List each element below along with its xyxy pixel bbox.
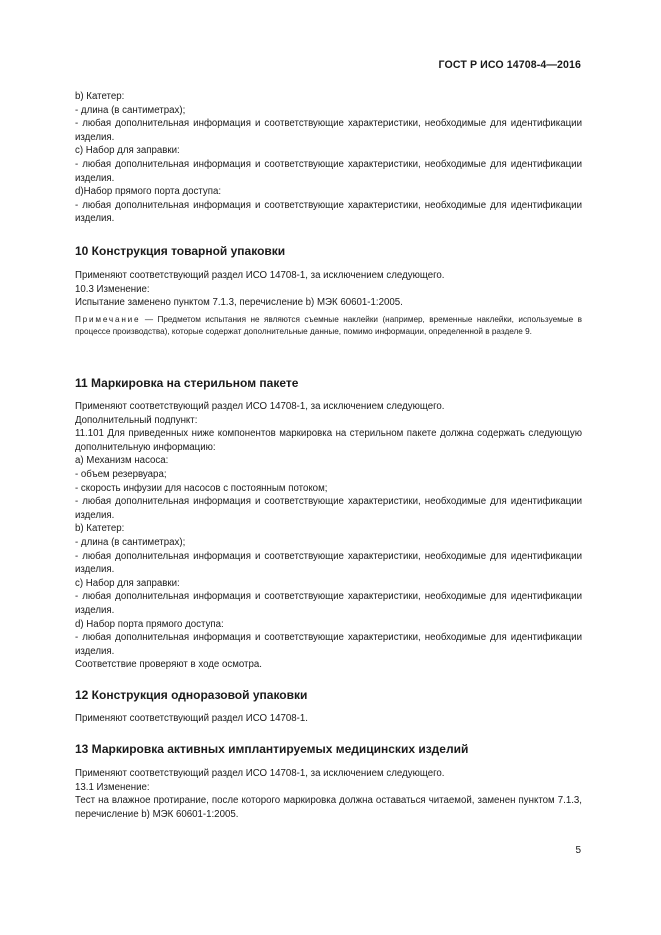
paragraph: Применяют соответствующий раздел ИСО 14708-1, за исключением следующего.	[75, 401, 445, 412]
paragraph: 10.3 Изменение:	[75, 283, 150, 295]
paragraph: 13.1 Изменение:	[75, 781, 150, 793]
section-13	[75, 741, 582, 821]
paragraph: Тест на влажное протирание, после которого маркировка должна оставаться читаемой, заменен пунктом 7.1.3, перечисление b) МЭК 60601-1:2005.	[75, 795, 582, 820]
section-heading: 11 Маркировка на стерильном пакете	[75, 376, 299, 390]
list-item: a) Механизм насоса:	[75, 455, 169, 467]
paragraph: Применяют соответствующий раздел ИСО 14708-1, за исключением следующего.	[75, 270, 445, 281]
list-item: - длина (в сантиметрах);	[75, 104, 186, 116]
list-item: - любая дополнительная информация и соответствующие характеристики, необходимые для идентификации изделия.	[75, 199, 582, 225]
section-11	[75, 375, 582, 672]
list-item: c) Набор для заправки:	[75, 145, 180, 157]
note-text: — Предметом испытания не являются съемные наклейки (например, временные наклейки, используемые в процессе производства), которые содержат дополнительные данные, помимо информации, определенной в разделе 9.	[75, 314, 582, 337]
list-item: b) Катетер:	[75, 523, 125, 535]
list-item: - любая дополнительная информация и соответствующие характеристики, необходимые для идентификации изделия.	[75, 591, 582, 616]
list-item: b) Катетер:	[75, 91, 125, 102]
note-label: Примечание	[75, 314, 141, 324]
section-heading: 13 Маркировка активных имплантируемых медицинских изделий	[75, 742, 469, 756]
note	[75, 314, 582, 339]
list-item: - длина (в сантиметрах);	[75, 536, 186, 548]
list-item: d) Набор порта прямого доступа:	[75, 618, 224, 630]
list-item: - любая дополнительная информация и соответствующие характеристики, необходимые для идентификации изделия.	[75, 632, 582, 657]
list-item: - любая дополнительная информация и соответствующие характеристики, необходимые для идентификации изделия.	[75, 496, 582, 521]
list-item: - любая дополнительная информация и соответствующие характеристики, необходимые для идентификации изделия.	[75, 118, 582, 143]
section-heading: 10 Конструкция товарной упаковки	[75, 244, 286, 258]
paragraph: 11.101 Для приведенных ниже компонентов маркировка на стерильном пакете должна содержать следующую дополнительную информацию:	[75, 428, 582, 453]
list-item: - любая дополнительная информация и соответствующие характеристики, необходимые для идентификации изделия.	[75, 550, 582, 576]
section-heading: 12 Конструкция одноразовой упаковки	[75, 688, 308, 702]
section-10	[75, 243, 582, 339]
page-number: 5	[575, 845, 581, 856]
paragraph: Применяют соответствующий раздел ИСО 14708-1, за исключением следующего.	[75, 768, 445, 779]
list-item: - любая дополнительная информация и соответствующие характеристики, необходимые для идентификации изделия.	[75, 158, 582, 184]
list-item: d)Набор прямого порта доступа:	[75, 186, 222, 198]
paragraph: Применяют соответствующий раздел ИСО 14708-1.	[75, 713, 308, 724]
continuation-list	[75, 90, 582, 226]
list-item: - скорость инфузии для насосов с постоянным потоком;	[75, 482, 328, 494]
document-id-header: ГОСТ Р ИСО 14708-4—2016	[438, 59, 581, 71]
list-item: - объем резервуара;	[75, 468, 167, 480]
list-item: c) Набор для заправки:	[75, 577, 180, 589]
paragraph: Дополнительный подпункт:	[75, 414, 198, 426]
paragraph: Испытание заменено пунктом 7.1.3, перечисление b) МЭК 60601-1:2005.	[75, 297, 403, 309]
paragraph: Соответствие проверяют в ходе осмотра.	[75, 659, 262, 671]
section-12	[75, 687, 582, 726]
